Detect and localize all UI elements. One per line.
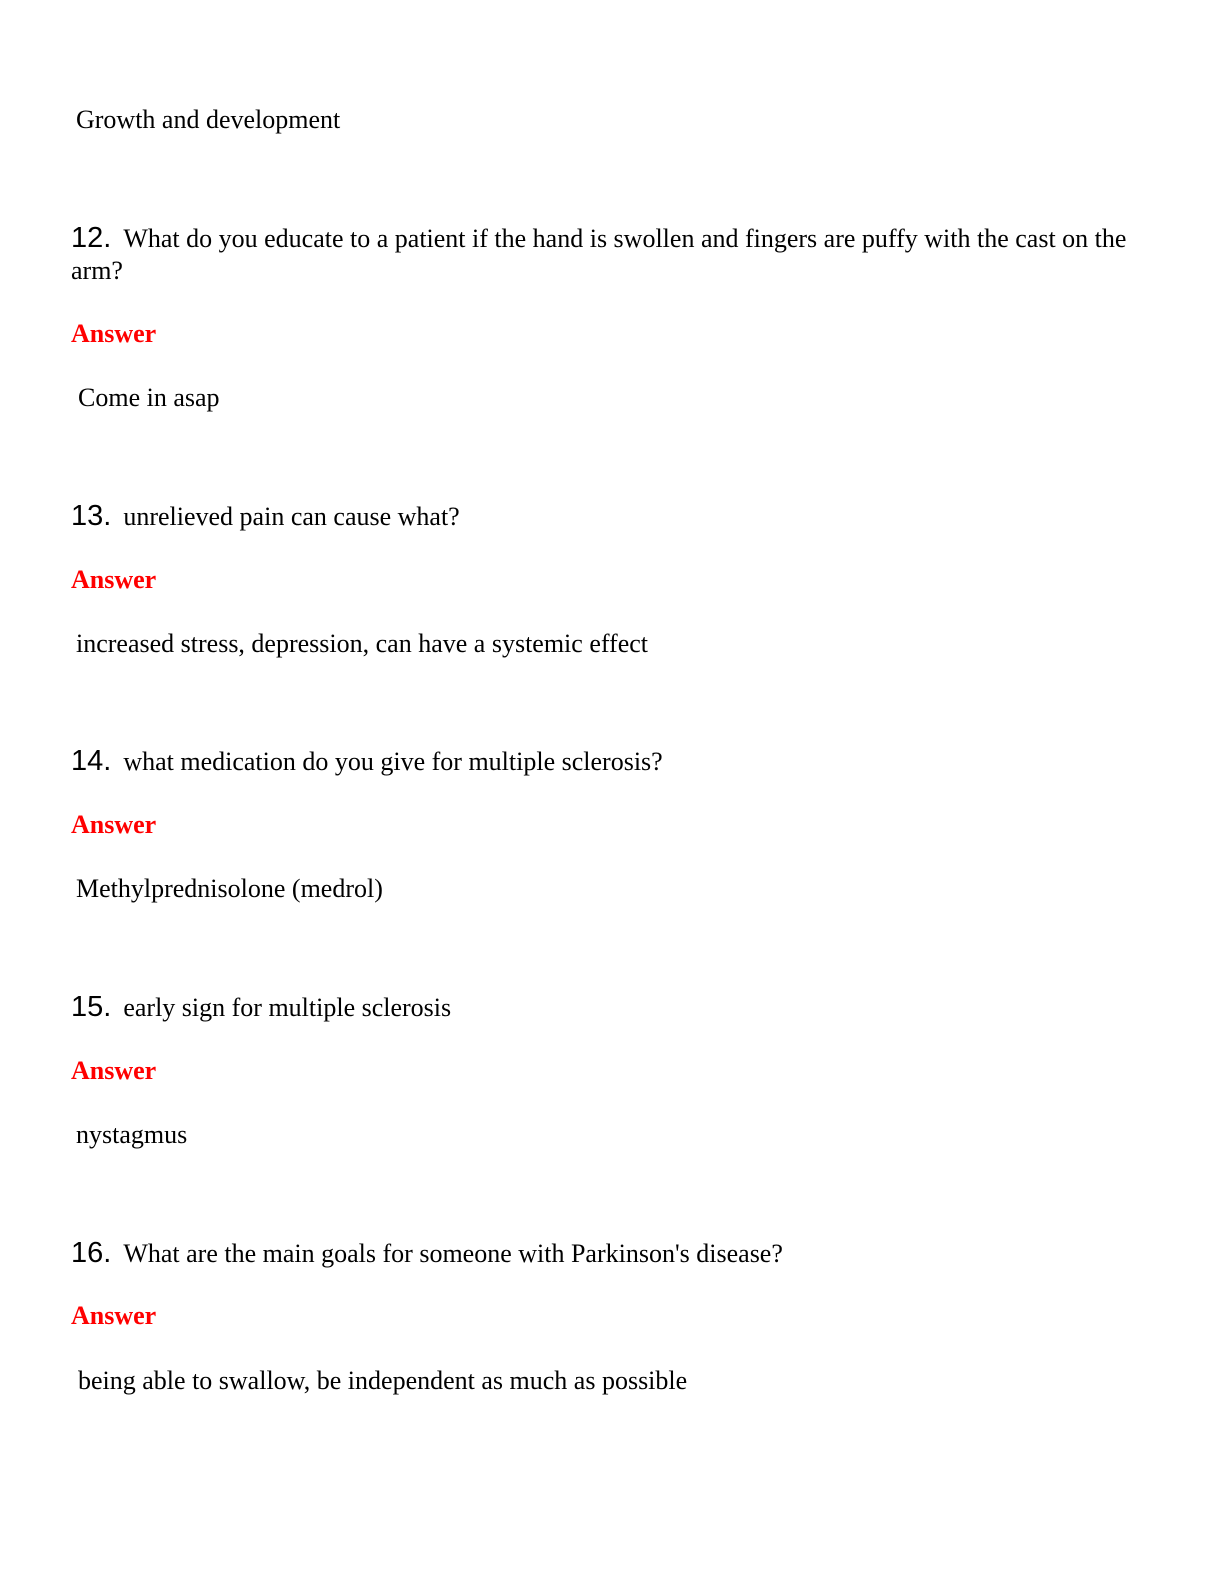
question-text: What are the main goals for someone with Parkinson's disease?	[123, 1239, 783, 1268]
answer-label: Answer	[71, 1301, 157, 1330]
answer-text: being able to swallow, be independent as much as possible	[78, 1366, 688, 1395]
answer-label: Answer	[71, 565, 157, 594]
answer-label: Answer	[71, 1056, 157, 1085]
carryover-answer-text: Growth and development	[76, 105, 341, 134]
question-text: early sign for multiple sclerosis	[123, 993, 452, 1022]
question-text: What do you educate to a patient if the hand is swollen and fingers are puffy with the cast on the arm?	[71, 224, 1127, 285]
question-12	[71, 222, 1141, 287]
answer-text: increased stress, depression, can have a systemic effect	[76, 629, 649, 658]
question-number: 15.	[71, 991, 112, 1023]
answer-label: Answer	[71, 810, 157, 839]
answer-label: Answer	[71, 319, 157, 348]
answer-text: Come in asap	[78, 383, 220, 412]
question-number: 12.	[71, 222, 112, 254]
question-13	[71, 500, 1141, 533]
question-text: what medication do you give for multiple sclerosis?	[123, 747, 663, 776]
question-16	[71, 1237, 1141, 1270]
answer-text: nystagmus	[76, 1120, 188, 1149]
question-number: 13.	[71, 500, 112, 532]
question-number: 16.	[71, 1237, 112, 1269]
answer-text: Methylprednisolone (medrol)	[76, 874, 383, 903]
question-number: 14.	[71, 745, 112, 777]
question-text: unrelieved pain can cause what?	[123, 502, 460, 531]
question-14	[71, 745, 1141, 778]
question-15	[71, 991, 1141, 1024]
